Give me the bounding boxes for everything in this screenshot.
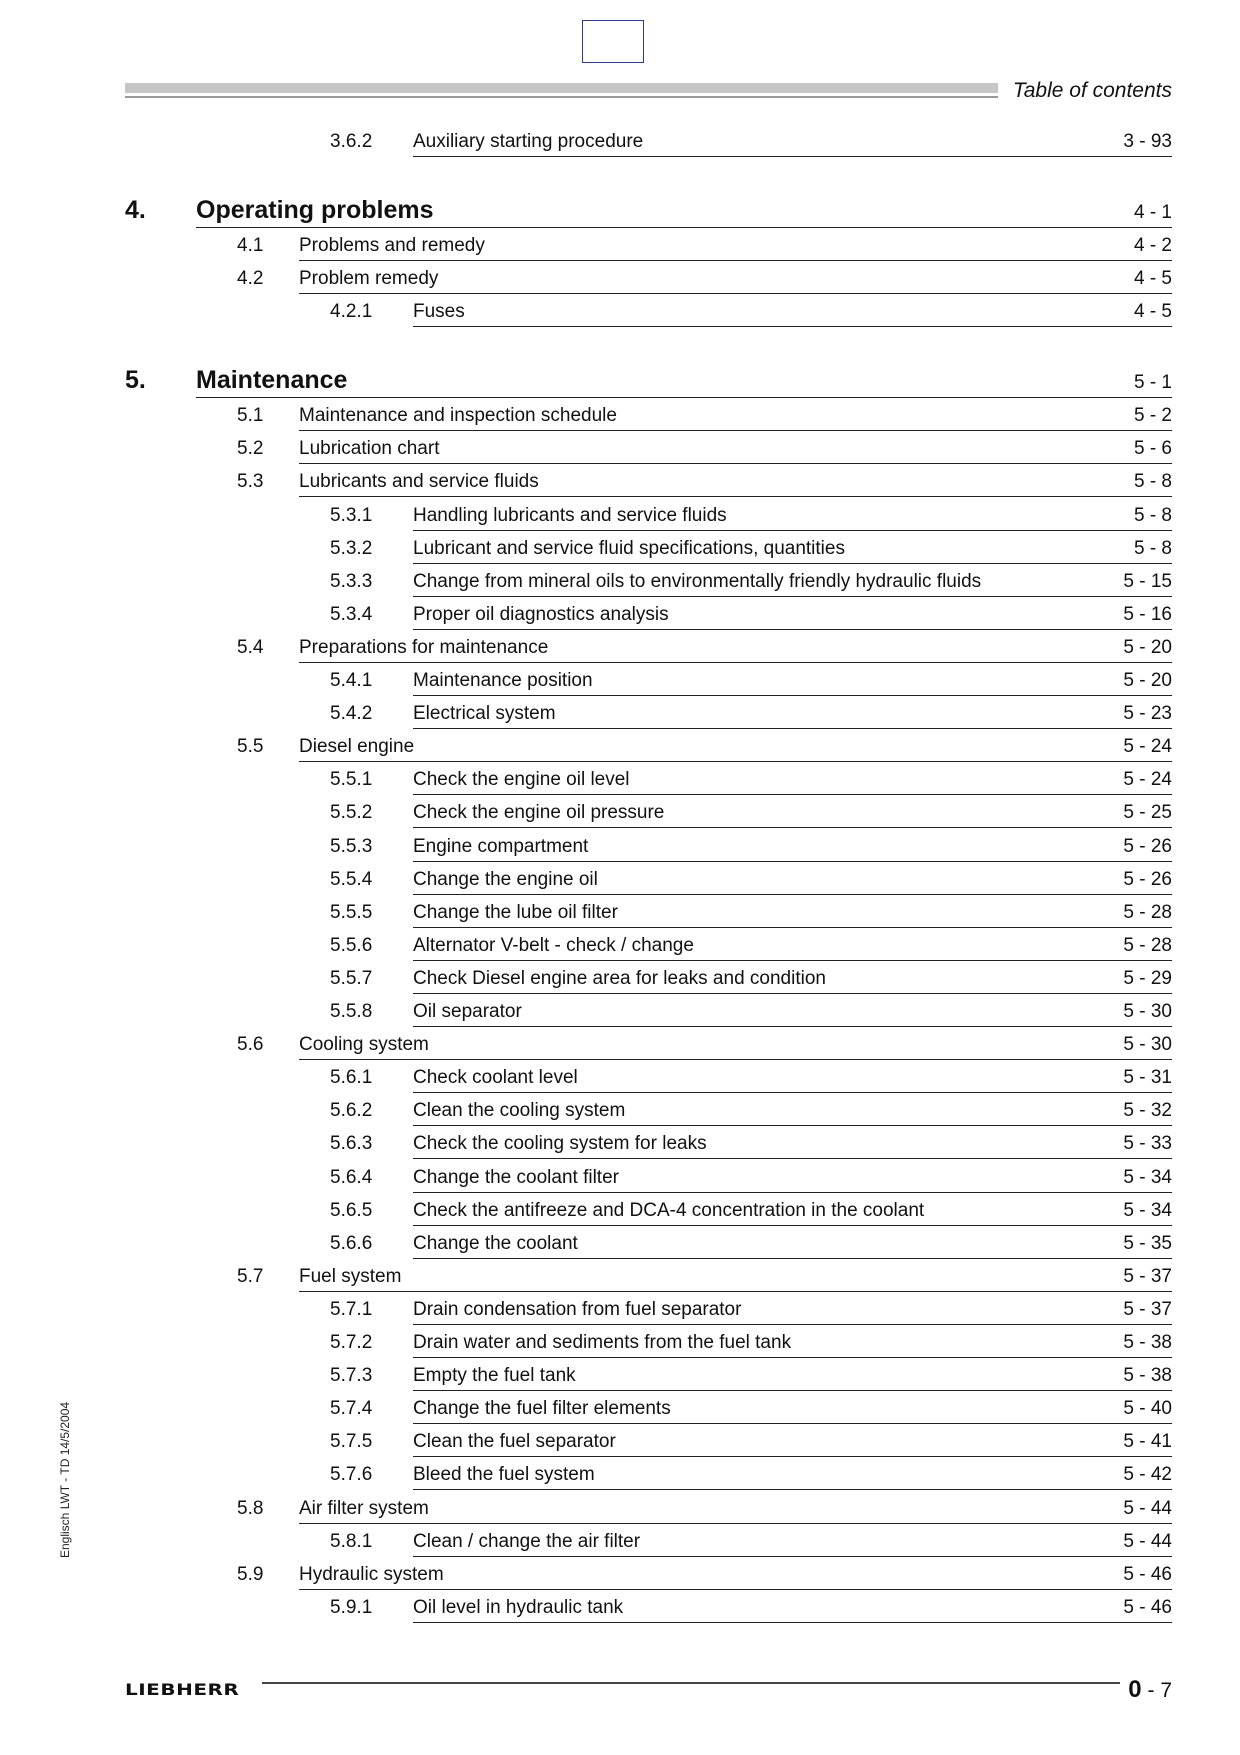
toc-number: 5.7.1 bbox=[330, 1298, 373, 1320]
document-code: Englisch LWT - TD 14/5/2004 bbox=[58, 1401, 72, 1558]
toc-entry[interactable] bbox=[299, 467, 1172, 497]
toc-entry[interactable] bbox=[299, 1030, 1172, 1060]
toc-number: 5.4.2 bbox=[330, 703, 373, 725]
toc-row[interactable] bbox=[0, 1295, 1240, 1324]
toc-row[interactable] bbox=[0, 865, 1240, 894]
toc-number: 5.6.3 bbox=[330, 1133, 373, 1155]
toc-chapter-row[interactable] bbox=[0, 361, 1240, 397]
toc-page-number: 5 - 2 bbox=[1133, 405, 1172, 427]
toc-number: 5.6.6 bbox=[330, 1232, 373, 1254]
toc-entry[interactable] bbox=[413, 1129, 1172, 1159]
toc-title: Problem remedy bbox=[299, 268, 439, 290]
toc-title: Change the coolant bbox=[413, 1232, 578, 1254]
toc-entry[interactable] bbox=[413, 898, 1172, 928]
toc-title: Proper oil diagnostics analysis bbox=[413, 603, 669, 625]
toc-entry[interactable] bbox=[413, 931, 1172, 961]
toc-title: Lubrication chart bbox=[299, 438, 440, 460]
toc-title: Diesel engine bbox=[299, 736, 415, 758]
toc-entry[interactable] bbox=[413, 699, 1172, 729]
toc-row[interactable] bbox=[0, 898, 1240, 927]
toc-entry[interactable] bbox=[413, 1527, 1172, 1557]
toc-row[interactable] bbox=[0, 434, 1240, 463]
toc-page-number: 5 - 24 bbox=[1123, 736, 1172, 758]
toc-entry[interactable] bbox=[413, 997, 1172, 1027]
toc-title: Check the engine oil pressure bbox=[413, 802, 665, 824]
toc-page-number: 5 - 42 bbox=[1123, 1464, 1172, 1486]
toc-title: Clean / change the air filter bbox=[413, 1530, 641, 1552]
toc-entry[interactable] bbox=[299, 434, 1172, 464]
toc-row[interactable] bbox=[0, 931, 1240, 960]
toc-entry[interactable] bbox=[413, 1196, 1172, 1226]
toc-page-number: 5 - 30 bbox=[1123, 1001, 1172, 1022]
toc-row[interactable] bbox=[0, 732, 1240, 761]
toc-number: 5.5 bbox=[237, 736, 264, 758]
toc-number: 5.7.3 bbox=[330, 1365, 373, 1387]
toc-number: 4.2 bbox=[237, 268, 264, 290]
toc-entry[interactable] bbox=[196, 361, 1172, 398]
toc-title: Preparations for maintenance bbox=[299, 636, 549, 658]
toc-number: 5.6.4 bbox=[330, 1166, 373, 1188]
toc-number: 5.4.1 bbox=[330, 670, 373, 691]
toc-row[interactable] bbox=[0, 534, 1240, 563]
toc-entry[interactable] bbox=[413, 765, 1172, 795]
toc-page-number: 5 - 26 bbox=[1123, 835, 1172, 857]
toc-title: Engine compartment bbox=[413, 835, 589, 857]
toc-title: Check coolant level bbox=[413, 1067, 578, 1089]
toc-number: 5.5.5 bbox=[330, 901, 373, 923]
page-number-page: - 7 bbox=[1141, 1679, 1172, 1702]
toc-row[interactable] bbox=[0, 467, 1240, 496]
toc-title: Change the engine oil bbox=[413, 868, 598, 890]
toc-page-number: 5 - 15 bbox=[1123, 570, 1172, 592]
toc-number: 5.4 bbox=[237, 636, 264, 658]
toc-page-number: 5 - 1 bbox=[1133, 372, 1172, 394]
toc-page-number: 4 - 5 bbox=[1133, 301, 1172, 323]
toc-chapter-row[interactable] bbox=[0, 191, 1240, 227]
toc-entry[interactable] bbox=[413, 1096, 1172, 1126]
toc-page-number: 5 - 32 bbox=[1123, 1100, 1172, 1122]
toc-entry[interactable] bbox=[413, 832, 1172, 862]
toc-page-number: 5 - 46 bbox=[1123, 1596, 1172, 1618]
toc-title: Operating problems bbox=[196, 196, 434, 224]
toc-number: 5.3.3 bbox=[330, 570, 373, 592]
toc-entry[interactable] bbox=[413, 534, 1172, 564]
toc-title: Empty the fuel tank bbox=[413, 1365, 576, 1387]
toc-entry[interactable] bbox=[299, 1494, 1172, 1524]
toc-title: Drain water and sediments from the fuel tank bbox=[413, 1332, 792, 1353]
toc-entry[interactable] bbox=[413, 1163, 1172, 1193]
toc-page-number: 5 - 8 bbox=[1133, 537, 1172, 559]
toc-row[interactable] bbox=[0, 1196, 1240, 1225]
header-rule bbox=[125, 96, 998, 98]
toc-entry[interactable] bbox=[413, 1361, 1172, 1391]
toc-entry[interactable] bbox=[413, 1328, 1172, 1358]
toc-page-number: 4 - 5 bbox=[1133, 268, 1172, 290]
toc-row[interactable] bbox=[0, 1163, 1240, 1192]
toc-number: 5.7 bbox=[237, 1265, 264, 1287]
toc-entry[interactable] bbox=[299, 1560, 1172, 1590]
toc-title: Clean the cooling system bbox=[413, 1100, 626, 1122]
toc-title: Check the cooling system for leaks bbox=[413, 1133, 707, 1155]
toc-entry[interactable] bbox=[413, 501, 1172, 531]
toc-page-number: 5 - 23 bbox=[1123, 703, 1172, 725]
toc-entry[interactable] bbox=[413, 1063, 1172, 1093]
toc-row[interactable] bbox=[0, 997, 1240, 1026]
toc-number: 5.9 bbox=[237, 1563, 264, 1585]
header-box bbox=[582, 20, 644, 63]
toc-row[interactable] bbox=[0, 1361, 1240, 1390]
page-title: Table of contents bbox=[1012, 79, 1172, 102]
toc-entry[interactable] bbox=[413, 865, 1172, 895]
toc-number: 5.8 bbox=[237, 1497, 264, 1519]
toc-number: 5.5.6 bbox=[330, 934, 373, 956]
toc-title: Electrical system bbox=[413, 703, 556, 725]
toc-row[interactable] bbox=[0, 1593, 1240, 1622]
toc-row[interactable] bbox=[0, 633, 1240, 662]
toc-number: 3.6.2 bbox=[330, 131, 373, 152]
toc-title: Handling lubricants and service fluids bbox=[413, 504, 727, 526]
toc-number: 5.8.1 bbox=[330, 1530, 373, 1552]
toc-title: Lubricant and service fluid specifications, quantities bbox=[413, 537, 845, 559]
toc-number: 5.5.4 bbox=[330, 868, 373, 890]
toc-title: Cooling system bbox=[299, 1034, 429, 1056]
toc-page-number: 5 - 28 bbox=[1123, 934, 1172, 956]
toc-number: 5.7.6 bbox=[330, 1464, 373, 1486]
toc-row[interactable] bbox=[0, 501, 1240, 530]
toc-row[interactable] bbox=[0, 666, 1240, 695]
toc-page-number: 5 - 44 bbox=[1123, 1530, 1172, 1552]
page-number bbox=[1128, 1676, 1172, 1704]
toc-title: Auxiliary starting procedure bbox=[413, 131, 644, 152]
toc-entry[interactable] bbox=[413, 1460, 1172, 1490]
toc-page-number: 5 - 6 bbox=[1133, 438, 1172, 460]
toc-row[interactable] bbox=[0, 765, 1240, 794]
toc-number: 5.5.7 bbox=[330, 967, 373, 989]
toc-row[interactable] bbox=[0, 1494, 1240, 1523]
toc-title: Check the engine oil level bbox=[413, 769, 630, 791]
toc-row[interactable] bbox=[0, 231, 1240, 260]
toc-row[interactable] bbox=[0, 1229, 1240, 1258]
toc-row[interactable] bbox=[0, 1527, 1240, 1556]
toc-row[interactable] bbox=[0, 964, 1240, 993]
toc-page-number: 5 - 20 bbox=[1123, 636, 1172, 658]
toc-page-number: 5 - 37 bbox=[1123, 1298, 1172, 1320]
header-bar bbox=[125, 83, 998, 93]
toc-page-number: 5 - 30 bbox=[1123, 1034, 1172, 1056]
toc-number: 4. bbox=[125, 196, 146, 224]
toc-number: 5.9.1 bbox=[330, 1596, 373, 1618]
toc-entry[interactable] bbox=[413, 600, 1172, 630]
toc-number: 4.1 bbox=[237, 235, 264, 256]
toc-page-number: 5 - 41 bbox=[1123, 1431, 1172, 1453]
toc-number: 5.5.8 bbox=[330, 1001, 373, 1022]
toc-page-number: 5 - 8 bbox=[1133, 504, 1172, 526]
toc-page-number: 5 - 37 bbox=[1123, 1265, 1172, 1287]
toc-title: Change the coolant filter bbox=[413, 1166, 619, 1188]
toc-title: Hydraulic system bbox=[299, 1563, 444, 1585]
toc-page-number: 5 - 16 bbox=[1123, 603, 1172, 625]
toc-page-number: 5 - 34 bbox=[1123, 1199, 1172, 1221]
toc-number: 5.2 bbox=[237, 438, 264, 460]
toc-page-number: 5 - 34 bbox=[1123, 1166, 1172, 1188]
toc-number: 5.5.3 bbox=[330, 835, 373, 857]
toc-number: 5.6.2 bbox=[330, 1100, 373, 1122]
toc-title: Clean the fuel separator bbox=[413, 1431, 616, 1453]
toc-number: 5.7.2 bbox=[330, 1332, 373, 1353]
toc-number: 4.2.1 bbox=[330, 301, 373, 323]
toc-page-number: 5 - 29 bbox=[1123, 967, 1172, 989]
toc-page-number: 4 - 1 bbox=[1133, 202, 1172, 223]
toc-row[interactable] bbox=[0, 1328, 1240, 1357]
toc-row[interactable] bbox=[0, 1262, 1240, 1291]
toc-entry[interactable] bbox=[413, 127, 1172, 157]
toc-title: Fuses bbox=[413, 301, 465, 323]
toc-row[interactable] bbox=[0, 1129, 1240, 1158]
toc-entry[interactable] bbox=[299, 1262, 1172, 1292]
toc-entry[interactable] bbox=[413, 964, 1172, 994]
toc-page-number: 3 - 93 bbox=[1123, 131, 1172, 152]
liebherr-logo: LIEBHERR bbox=[125, 1680, 240, 1700]
toc-number: 5.5.1 bbox=[330, 769, 373, 791]
toc-title: Lubricants and service fluids bbox=[299, 471, 539, 493]
toc-row[interactable] bbox=[0, 832, 1240, 861]
toc-number: 5.5.2 bbox=[330, 802, 373, 824]
toc-entry[interactable] bbox=[299, 633, 1172, 663]
toc-page-number: 5 - 25 bbox=[1123, 802, 1172, 824]
toc-title: Drain condensation from fuel separator bbox=[413, 1298, 742, 1320]
toc-row[interactable] bbox=[0, 1030, 1240, 1059]
toc-entry[interactable] bbox=[299, 732, 1172, 762]
toc-number: 5.7.4 bbox=[330, 1398, 373, 1420]
toc-page-number: 5 - 28 bbox=[1123, 901, 1172, 923]
toc-number: 5.6.5 bbox=[330, 1199, 373, 1221]
toc-title: Alternator V-belt - check / change bbox=[413, 934, 694, 956]
toc-title: Change from mineral oils to environmentally friendly hydraulic fluids bbox=[413, 570, 982, 592]
toc-entry[interactable] bbox=[413, 666, 1172, 696]
toc-page-number: 5 - 26 bbox=[1123, 868, 1172, 890]
toc-title: Check the antifreeze and DCA-4 concentration in the coolant bbox=[413, 1199, 925, 1221]
toc-page-number: 5 - 24 bbox=[1123, 769, 1172, 791]
toc-number: 5.3 bbox=[237, 471, 264, 493]
toc-entry[interactable] bbox=[413, 798, 1172, 828]
toc-page-number: 5 - 8 bbox=[1133, 471, 1172, 493]
toc-row[interactable] bbox=[0, 1063, 1240, 1092]
toc-title: Change the lube oil filter bbox=[413, 901, 618, 923]
toc-entry[interactable] bbox=[413, 1394, 1172, 1424]
toc-number: 5. bbox=[125, 366, 146, 395]
toc-number: 5.1 bbox=[237, 405, 264, 427]
toc-entry[interactable] bbox=[299, 231, 1172, 261]
toc-number: 5.7.5 bbox=[330, 1431, 373, 1453]
footer-rule bbox=[262, 1682, 1120, 1684]
toc-page-number: 5 - 38 bbox=[1123, 1332, 1172, 1353]
toc-page-number: 5 - 44 bbox=[1123, 1497, 1172, 1519]
toc-row[interactable] bbox=[0, 600, 1240, 629]
toc-row[interactable] bbox=[0, 1394, 1240, 1423]
toc-title: Oil level in hydraulic tank bbox=[413, 1596, 624, 1618]
toc-page-number: 5 - 20 bbox=[1123, 670, 1172, 691]
toc-entry[interactable] bbox=[299, 401, 1172, 431]
toc-entry[interactable] bbox=[299, 264, 1172, 294]
toc-title: Maintenance bbox=[196, 366, 348, 395]
toc-row[interactable] bbox=[0, 1560, 1240, 1589]
toc-title: Maintenance position bbox=[413, 670, 593, 691]
toc-page-number: 5 - 38 bbox=[1123, 1365, 1172, 1387]
toc-title: Air filter system bbox=[299, 1497, 429, 1519]
toc-page-number: 5 - 40 bbox=[1123, 1398, 1172, 1420]
toc-page-number: 5 - 35 bbox=[1123, 1232, 1172, 1254]
toc-row[interactable] bbox=[0, 699, 1240, 728]
toc-title: Problems and remedy bbox=[299, 235, 485, 256]
toc-title: Fuel system bbox=[299, 1265, 402, 1287]
toc-entry[interactable] bbox=[413, 1427, 1172, 1457]
toc-row[interactable] bbox=[0, 1427, 1240, 1456]
toc-title: Oil separator bbox=[413, 1001, 522, 1022]
toc-row[interactable] bbox=[0, 297, 1240, 326]
toc-page-number: 5 - 31 bbox=[1123, 1067, 1172, 1089]
toc-row[interactable] bbox=[0, 1460, 1240, 1489]
toc-entry[interactable] bbox=[413, 297, 1172, 327]
toc-row[interactable] bbox=[0, 1096, 1240, 1125]
toc-row[interactable] bbox=[0, 127, 1240, 156]
toc-number: 5.3.2 bbox=[330, 537, 373, 559]
toc-number: 5.6 bbox=[237, 1034, 264, 1056]
toc-number: 5.3.1 bbox=[330, 504, 373, 526]
toc-row[interactable] bbox=[0, 798, 1240, 827]
toc-entry[interactable] bbox=[413, 1229, 1172, 1259]
toc-page-number: 5 - 46 bbox=[1123, 1563, 1172, 1585]
toc-page-number: 5 - 33 bbox=[1123, 1133, 1172, 1155]
toc-row[interactable] bbox=[0, 567, 1240, 596]
toc-number: 5.3.4 bbox=[330, 603, 373, 625]
toc-entry[interactable] bbox=[413, 1593, 1172, 1623]
toc-page-number: 4 - 2 bbox=[1133, 235, 1172, 256]
toc-number: 5.6.1 bbox=[330, 1067, 373, 1089]
toc-title: Change the fuel filter elements bbox=[413, 1398, 671, 1420]
toc-entry[interactable] bbox=[413, 567, 1172, 597]
toc-row[interactable] bbox=[0, 401, 1240, 430]
page-number-chapter: 0 bbox=[1128, 1676, 1142, 1703]
toc-entry[interactable] bbox=[196, 191, 1172, 228]
toc-title: Check Diesel engine area for leaks and condition bbox=[413, 967, 826, 989]
toc-title: Bleed the fuel system bbox=[413, 1464, 595, 1486]
toc-row[interactable] bbox=[0, 264, 1240, 293]
toc-title: Maintenance and inspection schedule bbox=[299, 405, 617, 427]
toc-entry[interactable] bbox=[413, 1295, 1172, 1325]
